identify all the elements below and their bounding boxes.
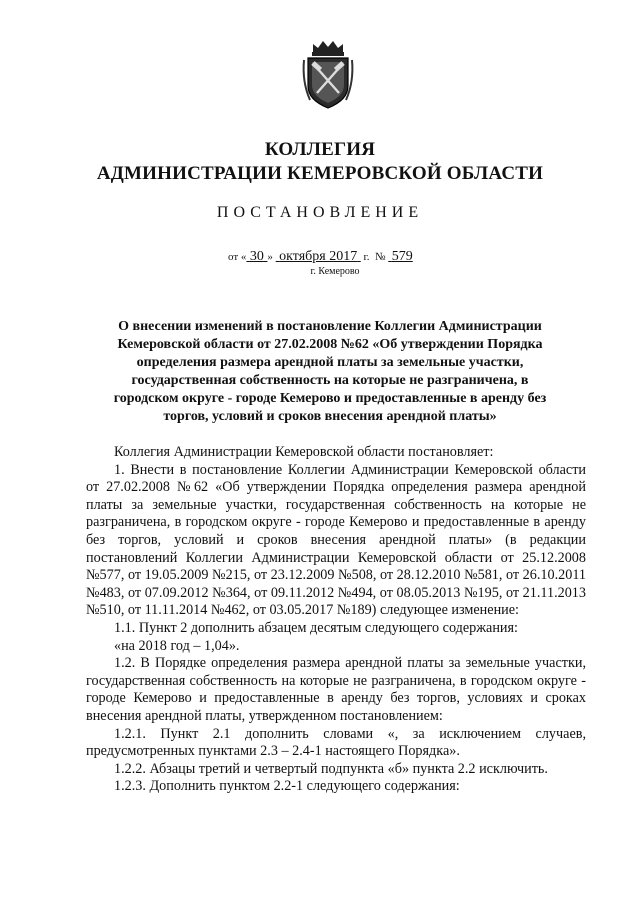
date-prefix: от « [228,251,247,263]
date-number-line [228,249,413,265]
date-month-year: октября 2017 [279,249,358,264]
document-title: О внесении изменений в постановление Коллегии Администрации Кемеровской области от 27.02.2008 №62 «Об утверждении Порядка определения размера арендной платы за земельные участки, государственная собственность на которые не разграничена, в городском округе - городе Кемерово и предоставленные в аренду без торгов, условий и сроков внесения арендной платы» [113,319,547,424]
date-day: 30 [249,249,264,264]
document-number: 579 [391,249,413,264]
paragraph-1-1-quote: «на 2018 год – 1,04». [114,637,240,654]
paragraph-1-2-3: 1.2.3. Дополнить пунктом 2.2-1 следующего содержания: [114,778,460,795]
paragraph-1: 1. Внести в постановление Коллегии Администрации Кемеровской области от 27.02.2008 №62 «Об утверждении Порядка определения размера арендной платы за земельные участки, государственная собственность на которые не разграничена, в городском округе - городе Кемерово и предоставленные в аренду без торгов, условий и сроков внесения арендной платы» (в редакции постановлений Коллегии Администрации Кемеровской области от 25.12.2008 №577, от 19.05.2009 №215, от 23.12.2009 №508, от 28.12.2010 №581, от 26.10.2011 №483, от 07.09.2012 №364, от 09.11.2012 №494, от 08.05.2013 №195, от 21.11.2013 №510, от 11.11.2014 №462, от 03.05.2017 №189) следующее изменение: [86,461,586,619]
city-label: г. Кемерово [310,266,360,277]
org-name-line1: КОЛЛЕГИЯ [264,139,376,160]
kemerovo-coat-of-arms-icon [300,38,356,112]
document-body [86,444,586,796]
intro-paragraph: Коллегия Администрации Кемеровской области постановляет: [114,444,494,460]
paragraph-1-1: 1.1. Пункт 2 дополнить абзацем десятым следующего содержания: [114,619,518,636]
org-name-line2: АДМИНИСТРАЦИИ КЕМЕРОВСКОЙ ОБЛАСТИ [96,163,544,184]
document-type: ПОСТАНОВЛЕНИЕ [216,204,424,221]
number-prefix: № [375,251,386,263]
date-mid: » [267,251,273,263]
date-year-suffix: г. [363,251,370,263]
paragraph-1-2: 1.2. В Порядке определения размера арендной платы за земельные участки, государственная собственность на которые не разграничена, в городском округе - городе Кемерово и предоставленные в аренду без торгов, условиях и сроках внесения арендной платы, утвержденном постановлением: [86,655,586,724]
paragraph-1-2-1: 1.2.1. Пункт 2.1 дополнить словами «, за исключением случаев, предусмотренных пунктами 2.3 – 2.4-1 настоящего Порядка». [86,725,586,760]
paragraph-1-2-2: 1.2.2. Абзацы третий и четвертый подпункта «б» пункта 2.2 исключить. [114,760,548,777]
